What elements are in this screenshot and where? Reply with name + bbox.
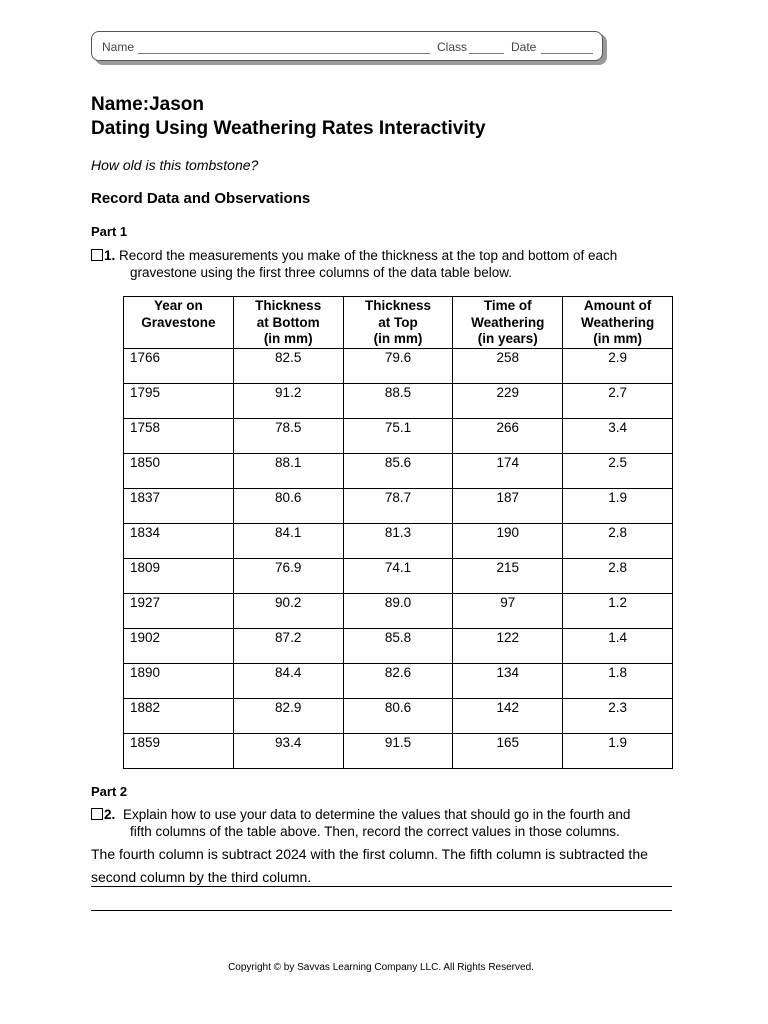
question-1-number: 1. bbox=[104, 248, 116, 263]
table-cell[interactable]: 78.7 bbox=[343, 488, 453, 523]
table-header-line: Amount of bbox=[583, 298, 652, 313]
class-label: Class bbox=[437, 40, 468, 54]
table-cell[interactable]: 84.4 bbox=[233, 663, 343, 698]
page-title: Dating Using Weathering Rates Interactivity bbox=[91, 118, 486, 139]
table-cell[interactable]: 3.4 bbox=[563, 418, 673, 453]
table-cell[interactable]: 122 bbox=[453, 628, 563, 663]
question-1-text-line2: gravestone using the first three columns of the data table below. bbox=[130, 265, 512, 280]
table-cell[interactable]: 134 bbox=[453, 663, 563, 698]
table-cell[interactable]: 1850 bbox=[124, 453, 234, 488]
table-header-line: Year on bbox=[154, 298, 203, 313]
table-cell[interactable]: 1766 bbox=[124, 348, 234, 383]
table-cell[interactable]: 80.6 bbox=[233, 488, 343, 523]
table-header-line: at Bottom bbox=[256, 314, 320, 330]
table-header-line: at Top bbox=[378, 314, 418, 330]
table-cell[interactable]: 2.8 bbox=[563, 523, 673, 558]
table-cell[interactable]: 91.5 bbox=[343, 733, 453, 768]
copyright-notice: Copyright © by Savvas Learning Company LLC. All Rights Reserved. bbox=[228, 962, 534, 973]
table-cell[interactable]: 1758 bbox=[124, 418, 234, 453]
table-cell[interactable]: 82.9 bbox=[233, 698, 343, 733]
table-header-line: Time of bbox=[483, 298, 532, 313]
table-cell[interactable]: 229 bbox=[453, 383, 563, 418]
table-row bbox=[124, 453, 673, 488]
table-header-cell bbox=[563, 297, 673, 349]
question-2 bbox=[91, 806, 671, 840]
table-cell[interactable]: 85.6 bbox=[343, 453, 453, 488]
answer-rule-2 bbox=[91, 910, 672, 911]
table-header-line: Thickness bbox=[255, 298, 322, 313]
question-2-text-line1: Explain how to use your data to determine the values that should go in the fourth and bbox=[123, 807, 631, 822]
table-cell[interactable]: 1.2 bbox=[563, 593, 673, 628]
table-cell[interactable]: 1859 bbox=[124, 733, 234, 768]
table-cell[interactable]: 76.9 bbox=[233, 558, 343, 593]
date-field-line[interactable] bbox=[541, 53, 593, 54]
table-cell[interactable]: 187 bbox=[453, 488, 563, 523]
table-cell[interactable]: 174 bbox=[453, 453, 563, 488]
table-cell[interactable]: 93.4 bbox=[233, 733, 343, 768]
table-row bbox=[124, 523, 673, 558]
question-2-checkbox[interactable] bbox=[91, 808, 103, 820]
table-header-line: (in years) bbox=[477, 331, 538, 346]
table-cell[interactable]: 1837 bbox=[124, 488, 234, 523]
table-row bbox=[124, 558, 673, 593]
table-cell[interactable]: 78.5 bbox=[233, 418, 343, 453]
table-row bbox=[124, 663, 673, 698]
intro-question: How old is this tombstone? bbox=[91, 157, 259, 173]
table-cell[interactable]: 84.1 bbox=[233, 523, 343, 558]
question-1-checkbox[interactable] bbox=[91, 249, 103, 261]
table-cell[interactable]: 89.0 bbox=[343, 593, 453, 628]
gravestone-data-table bbox=[123, 296, 673, 769]
table-cell[interactable]: 2.8 bbox=[563, 558, 673, 593]
question-1-text-line1: Record the measurements you make of the thickness at the top and bottom of each bbox=[119, 248, 618, 263]
table-header-cell bbox=[233, 297, 343, 349]
answer-rule-1 bbox=[91, 886, 672, 887]
table-cell[interactable]: 215 bbox=[453, 558, 563, 593]
table-cell[interactable]: 1.8 bbox=[563, 663, 673, 698]
table-header-line: Weathering bbox=[471, 314, 545, 330]
table-cell[interactable]: 75.1 bbox=[343, 418, 453, 453]
table-cell[interactable]: 1927 bbox=[124, 593, 234, 628]
table-cell[interactable]: 1882 bbox=[124, 698, 234, 733]
table-cell[interactable]: 85.8 bbox=[343, 628, 453, 663]
table-header-line: (in mm) bbox=[593, 331, 642, 346]
table-cell[interactable]: 2.3 bbox=[563, 698, 673, 733]
name-label: Name bbox=[102, 40, 135, 54]
table-row bbox=[124, 488, 673, 523]
part2-heading: Part 2 bbox=[91, 784, 128, 799]
student-name: Name:Jason bbox=[91, 94, 204, 115]
table-cell[interactable]: 88.5 bbox=[343, 383, 453, 418]
table-cell[interactable]: 87.2 bbox=[233, 628, 343, 663]
table-cell[interactable]: 79.6 bbox=[343, 348, 453, 383]
table-cell[interactable]: 142 bbox=[453, 698, 563, 733]
table-cell[interactable]: 1795 bbox=[124, 383, 234, 418]
question-2-text-line2: fifth columns of the table above. Then, record the correct values in those columns. bbox=[130, 824, 620, 839]
table-header-line: (in mm) bbox=[263, 331, 313, 346]
table-row bbox=[124, 698, 673, 733]
name-class-date-header bbox=[91, 31, 603, 61]
table-row bbox=[124, 418, 673, 453]
table-cell[interactable]: 165 bbox=[453, 733, 563, 768]
table-row bbox=[124, 628, 673, 663]
table-body bbox=[124, 348, 673, 768]
table-cell[interactable]: 2.9 bbox=[563, 348, 673, 383]
table-cell[interactable]: 74.1 bbox=[343, 558, 453, 593]
table-header-row bbox=[124, 297, 673, 349]
table-header-line: Thickness bbox=[364, 298, 431, 313]
question-1 bbox=[91, 247, 671, 281]
table-cell[interactable]: 97 bbox=[453, 593, 563, 628]
table-cell[interactable]: 91.2 bbox=[233, 383, 343, 418]
table-cell[interactable]: 2.5 bbox=[563, 453, 673, 488]
table-cell[interactable]: 1.4 bbox=[563, 628, 673, 663]
table-cell[interactable]: 82.5 bbox=[233, 348, 343, 383]
table-cell[interactable]: 2.7 bbox=[563, 383, 673, 418]
table-header-line: (in mm) bbox=[373, 331, 423, 346]
table-header-cell bbox=[343, 297, 453, 349]
date-label: Date bbox=[511, 40, 537, 54]
section-heading: Record Data and Observations bbox=[91, 190, 311, 207]
table-cell[interactable]: 1809 bbox=[124, 558, 234, 593]
table-cell[interactable]: 266 bbox=[453, 418, 563, 453]
part1-heading: Part 1 bbox=[91, 224, 128, 239]
table-row bbox=[124, 383, 673, 418]
question-2-number: 2. bbox=[104, 807, 116, 822]
table-cell[interactable]: 1902 bbox=[124, 628, 234, 663]
table-header-line: Weathering bbox=[580, 314, 655, 330]
class-field-line[interactable] bbox=[469, 53, 504, 54]
table-cell[interactable]: 88.1 bbox=[233, 453, 343, 488]
table-cell[interactable]: 81.3 bbox=[343, 523, 453, 558]
table-cell[interactable]: 82.6 bbox=[343, 663, 453, 698]
table-cell[interactable]: 80.6 bbox=[343, 698, 453, 733]
table-cell[interactable]: 258 bbox=[453, 348, 563, 383]
name-field-line[interactable] bbox=[138, 53, 430, 54]
table-header-cell bbox=[124, 297, 234, 349]
answer-text-line1[interactable]: The fourth column is subtract 2024 with the first column. The fifth column is subtracted the bbox=[91, 846, 648, 862]
table-row bbox=[124, 593, 673, 628]
table-header-cell bbox=[453, 297, 563, 349]
table-header-line: Gravestone bbox=[141, 314, 216, 330]
table-cell[interactable]: 1834 bbox=[124, 523, 234, 558]
table-row bbox=[124, 348, 673, 383]
table-cell[interactable]: 1890 bbox=[124, 663, 234, 698]
table-cell[interactable]: 190 bbox=[453, 523, 563, 558]
table-cell[interactable]: 1.9 bbox=[563, 733, 673, 768]
table-row bbox=[124, 733, 673, 768]
table-cell[interactable]: 1.9 bbox=[563, 488, 673, 523]
table-cell[interactable]: 90.2 bbox=[233, 593, 343, 628]
answer-text-line2[interactable]: second column by the third column. bbox=[91, 869, 312, 885]
